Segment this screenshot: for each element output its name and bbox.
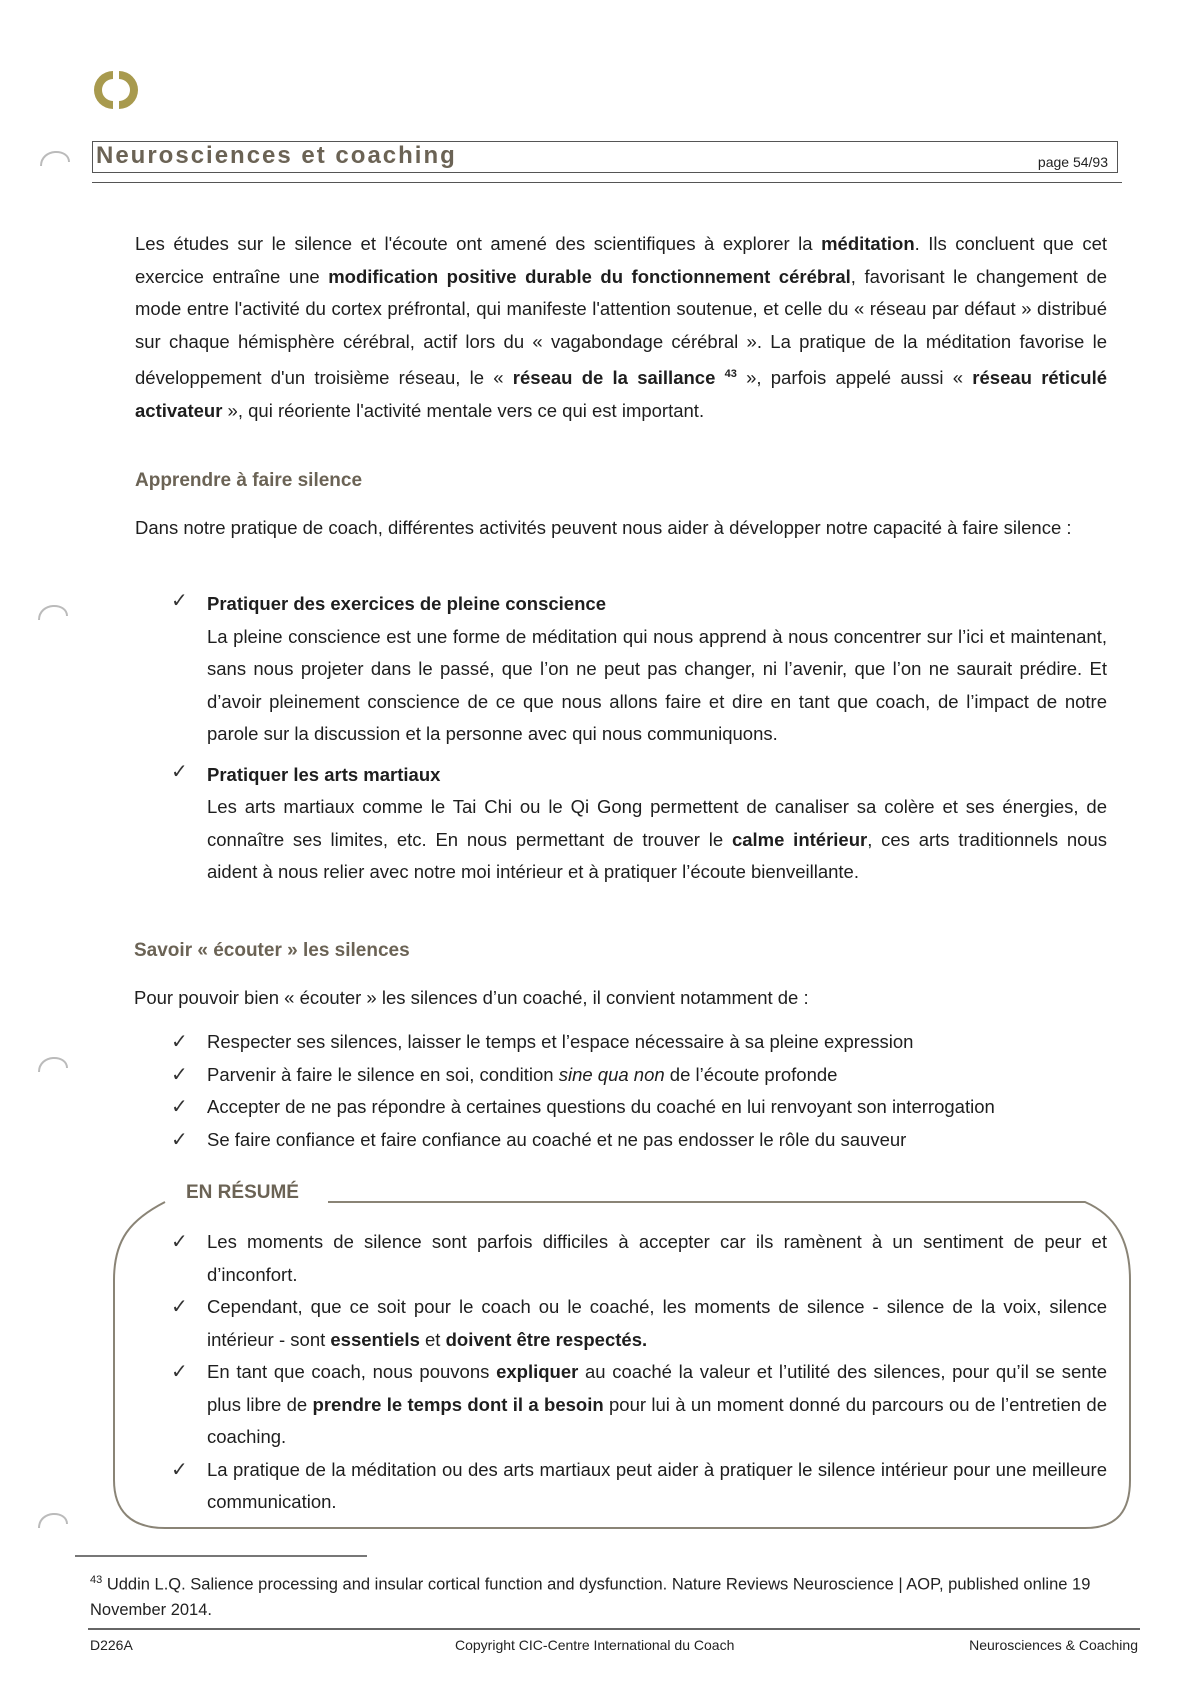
section-intro: Dans notre pratique de coach, différentes activités peuvent nous aider à développer notre capacité à faire silence : <box>135 517 1072 538</box>
section-heading: Apprendre à faire silence <box>135 470 363 491</box>
checkmark-icon: ✓ <box>171 1031 188 1053</box>
document-title: Neurosciences et coaching <box>96 142 457 169</box>
checkmark-icon: ✓ <box>171 590 188 612</box>
section1-list <box>171 588 1107 889</box>
page-number: page 54/93 <box>1037 154 1108 170</box>
checkmark-icon: ✓ <box>171 1063 188 1086</box>
punch-hole-icon <box>36 594 70 624</box>
list-item: ✓ La pratique de la méditation ou des arts martiaux peut aider à pratiquer le silence intérieur pour une meilleure communication. <box>207 1454 1107 1519</box>
section2-list <box>171 1026 1107 1156</box>
punch-hole-icon <box>36 1502 70 1532</box>
checkmark-icon: ✓ <box>171 1128 188 1151</box>
list-item: ✓ Les moments de silence sont parfois difficiles à accepter car ils ramènent à un sentiment de peur et d’inconfort. <box>207 1226 1107 1291</box>
list-item: ✓ Accepter de ne pas répondre à certaines questions du coaché en lui renvoyant son interrogation <box>207 1091 1107 1124</box>
footnote-divider <box>75 1555 367 1557</box>
list-item: ✓ Respecter ses silences, laisser le temps et l’espace nécessaire à sa pleine expression <box>207 1026 1107 1059</box>
list-item: ✓ Se faire confiance et faire confiance au coaché et ne pas endosser le rôle du sauveur <box>207 1124 1107 1157</box>
summary-label: EN RÉSUMÉ <box>180 1182 305 1204</box>
footnote-ref[interactable]: 43 <box>724 368 737 380</box>
checkmark-icon: ✓ <box>171 1458 188 1481</box>
punch-hole-icon <box>38 140 72 170</box>
section-heading: Savoir « écouter » les silences <box>134 940 410 961</box>
footnote: $^{43}$ Uddin L.Q. Salience processing and insular cortical function and dysfunction. Nature Reviews Neuroscience | AOP, published online 19 November 2014. <box>90 1574 1091 1619</box>
summary-list <box>171 1226 1107 1519</box>
list-item: ✓ Pratiquer les arts martiaux Les arts martiaux comme le Tai Chi ou le Qi Gong permettent de canaliser sa colère et ses énergies, de connaître ses limites, etc. En nous permettant de trouver le calme intérieur, ces arts traditionnels nous aident à nous relier avec notre moi intérieur et à pratiquer l’écoute bienveillante. <box>171 760 1107 882</box>
footer-divider <box>88 1628 1140 1630</box>
checkmark-icon: ✓ <box>171 1231 188 1253</box>
footer-title: Neurosciences & Coaching <box>969 1637 1138 1653</box>
header-divider <box>92 182 1122 183</box>
checkmark-icon: ✓ <box>171 1096 188 1118</box>
list-item: ✓ Parvenir à faire le silence en soi, condition sine qua non de l’écoute profonde <box>207 1059 1107 1092</box>
section-intro: Pour pouvoir bien « écouter » les silences d’un coaché, il convient notamment de : <box>134 987 809 1008</box>
checkmark-icon: ✓ <box>171 1296 188 1318</box>
checkmark-icon: ✓ <box>171 760 188 783</box>
logo-icon <box>94 68 138 112</box>
intro-paragraph: Les études sur le silence et l'écoute ont amené des scientifiques à explorer la méditation. Ils concluent que cet exercice entraîne une modification positive durable du fonctionnement cérébral, favorisant le changement de mode entre l'activité du cortex préfrontal, qui manifeste l'attention soutenue, et celle du « réseau par défaut » distribué sur chaque hémisphère cérébral, actif lors du « vagabondage cérébral ». La pratique de la méditation favorise le développement d'un troisième réseau, le « réseau de la saillance $^{43}$ », parfois appelé aussi « réseau réticulé activateur », qui réoriente l'activité mentale vers ce qui est important. <box>135 233 1107 421</box>
list-item: ✓ En tant que coach, nous pouvons expliquer au coaché la valeur et l’utilité des silences, pour qu’il se sente plus libre de prendre le temps dont il a besoin pour lui à un moment donné du parcours ou de l’entretien de coaching. <box>207 1356 1107 1454</box>
punch-hole-icon <box>36 1046 70 1076</box>
footer-doc-code: D226A <box>90 1637 133 1653</box>
list-item: ✓ Pratiquer des exercices de pleine conscience La pleine conscience est une forme de méditation qui nous apprend à nous concentrer sur l’ici et maintenant, sans nous projeter dans le passé, que l’on ne peut pas changer, ni l’avenir, que l’on ne saurait prédire. Et d’avoir pleinement conscience de ce que nous allons faire et dire en tant que coach, de l’impact de notre parole sur la discussion et la personne avec qui nous communiquons. <box>171 590 1107 744</box>
list-item: ✓ Cependant, que ce soit pour le coach ou le coaché, les moments de silence - silence de la voix, silence intérieur - sont essentiels et doivent être respectés. <box>207 1291 1107 1356</box>
checkmark-icon: ✓ <box>171 1361 188 1383</box>
footnote-number: 43 <box>90 1574 103 1586</box>
footer-copyright: Copyright CIC-Centre International du Coach <box>455 1637 735 1653</box>
